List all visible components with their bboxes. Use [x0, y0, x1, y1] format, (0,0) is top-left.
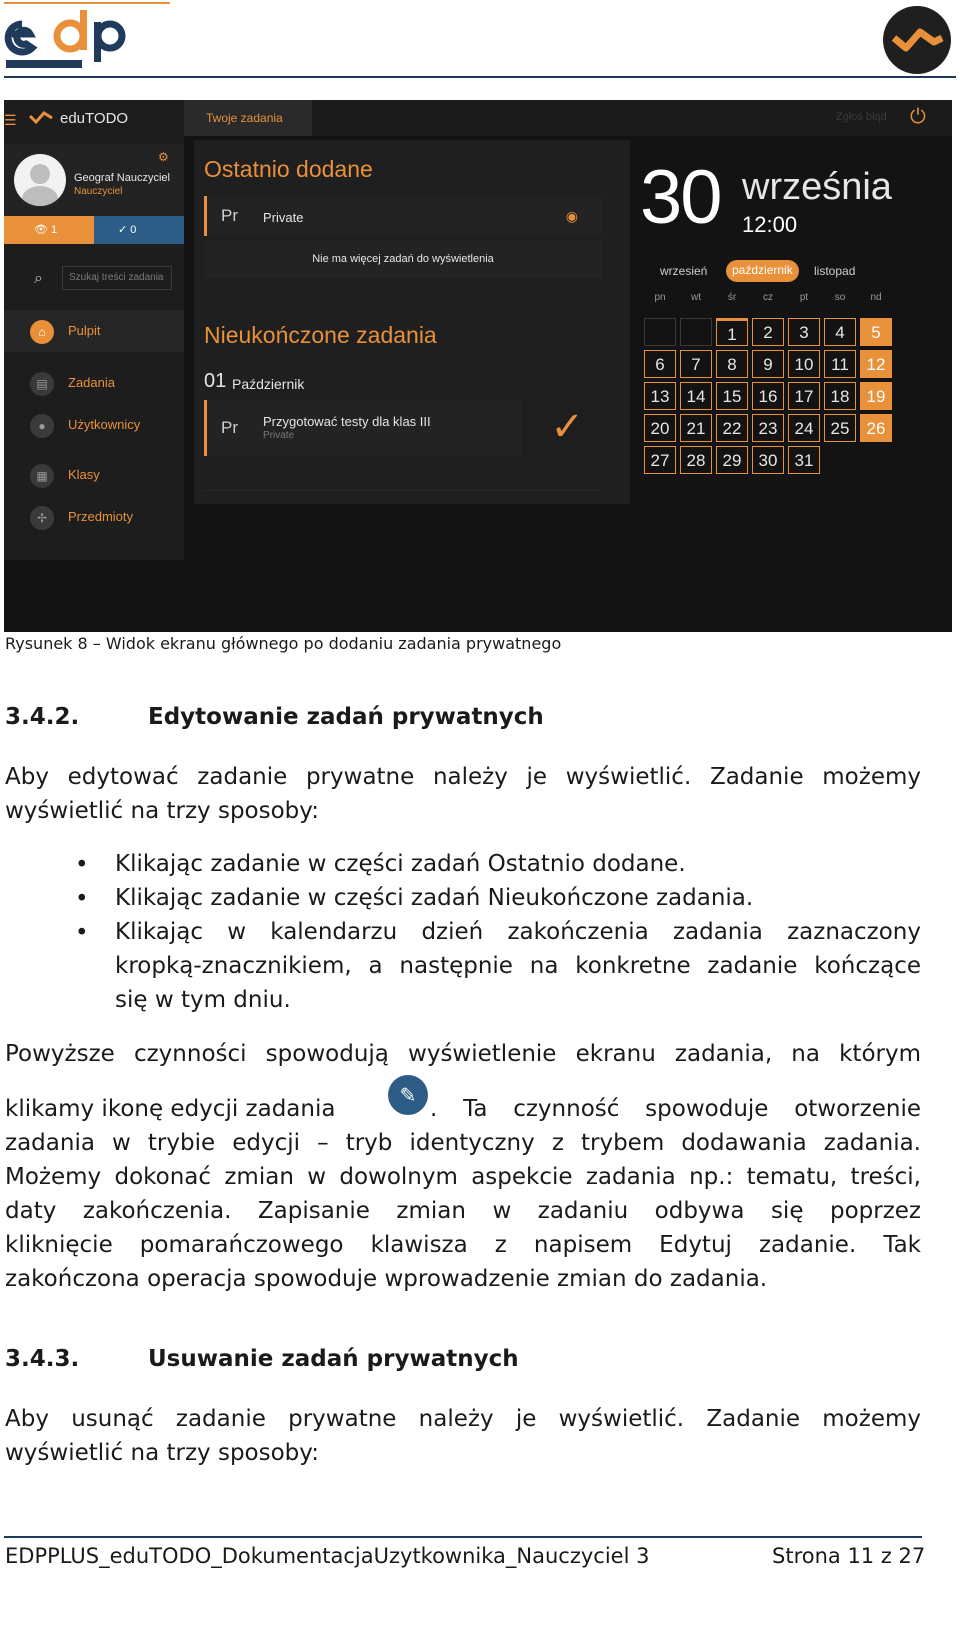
task-subtitle: Private	[263, 430, 295, 441]
calendar	[634, 140, 952, 560]
task-text: Private	[263, 210, 304, 225]
section-number: 3.4.3.	[5, 1346, 80, 1372]
calendar-day[interactable]: 9	[752, 350, 784, 378]
eye-icon[interactable]: ◉	[565, 208, 578, 224]
no-more-tasks: Nie ma więcej zadań do wyświetlenia	[204, 240, 602, 278]
users-icon: ●	[30, 414, 54, 438]
calendar-day[interactable]: 11	[824, 350, 856, 378]
done-tasks-badge[interactable]	[94, 216, 184, 244]
month-switcher	[660, 260, 920, 282]
footer-document-name: EDPPLUS_eduTODO_DokumentacjaUzytkownika_Nauczyciel 3	[5, 1544, 650, 1568]
section-title: Edytowanie zadań prywatnych	[148, 704, 544, 730]
brand-name: eduTODO	[60, 110, 129, 127]
current-time: 12:00	[742, 212, 798, 237]
list-item: Klikając w kalendarzu dzień zakończenia zadania zaznaczony	[115, 919, 921, 945]
calendar-day[interactable]: 31	[788, 446, 820, 474]
recent-task-row[interactable]	[204, 196, 602, 236]
done-count: 0	[130, 224, 137, 236]
tab-your-tasks[interactable]: Twoje zadania	[184, 100, 312, 136]
calendar-day[interactable]: 7	[680, 350, 712, 378]
list-item: Klikając zadanie w części zadań Ostatnio dodane.	[115, 851, 686, 877]
header-divider	[4, 76, 956, 78]
brand-icon	[28, 110, 54, 129]
weekday-label: cz	[763, 292, 773, 303]
calendar-empty-cell	[644, 318, 676, 346]
calendar-day[interactable]: 21	[680, 414, 712, 442]
calendar-day[interactable]: 29	[716, 446, 748, 474]
user-profile	[4, 144, 184, 226]
paragraph-line: wyświetlić na trzy sposoby:	[5, 1440, 319, 1466]
calendar-day[interactable]: 13	[644, 382, 676, 410]
paragraph-line: Aby usunąć zadanie prywatne należy je wyświetlić. Zadanie możemy	[5, 1406, 921, 1432]
weekday-label: pn	[654, 292, 666, 303]
bullet-icon: •	[75, 886, 89, 912]
sidebar-item-label: Użytkownicy	[68, 417, 141, 432]
bullet-icon: •	[75, 852, 89, 878]
visible-tasks-badge[interactable]	[4, 216, 94, 244]
calendar-day[interactable]: 19	[860, 382, 892, 410]
section-number: 3.4.2.	[5, 704, 80, 730]
list-item-cont: kropką-znacznikiem, a następnie na konkretne zadanie kończące	[115, 953, 921, 979]
weekday-label: nd	[870, 292, 882, 303]
report-bug-link[interactable]: Zgłoś błąd	[836, 111, 887, 123]
current-day: 30	[640, 155, 721, 240]
clipboard-icon: ▤	[30, 372, 54, 396]
weekday-label: so	[834, 292, 846, 303]
subjects-icon: ✢	[30, 506, 54, 530]
task-title: Przygotować testy dla klas III	[263, 414, 431, 429]
weekday-label: śr	[727, 292, 737, 303]
calendar-day[interactable]: 1	[716, 318, 748, 346]
section-heading-edit	[5, 704, 921, 734]
paragraph-line: wyświetlić na trzy sposoby:	[5, 798, 319, 824]
calendar-day[interactable]: 20	[644, 414, 676, 442]
check-icon: ✓	[118, 224, 131, 236]
task-type: Pr	[221, 418, 238, 437]
calendar-grid	[644, 318, 904, 488]
calendar-day[interactable]: 3	[788, 318, 820, 346]
complete-button[interactable]	[522, 400, 602, 456]
sidebar-item-uzytkownicy[interactable]	[4, 404, 184, 446]
calendar-day[interactable]: 15	[716, 382, 748, 410]
sidebar-item-klasy[interactable]	[4, 454, 184, 496]
group-month: Październik	[232, 376, 305, 392]
calendar-day[interactable]: 26	[860, 414, 892, 442]
paragraph-line: daty zakończenia. Zapisanie zmian w zadaniu odbywa się poprzez	[5, 1198, 921, 1224]
sidebar-item-pulpit[interactable]	[4, 310, 184, 352]
paragraph-line: klikamy ikonę edycji zadania	[5, 1096, 336, 1122]
calendar-day[interactable]: 25	[824, 414, 856, 442]
paragraph-line: . Ta czynność spowoduje otworzenie	[430, 1096, 921, 1122]
calendar-day[interactable]: 6	[644, 350, 676, 378]
power-icon[interactable]: ⏻	[910, 106, 926, 128]
section-heading-delete	[5, 1346, 921, 1376]
paragraph-line: Powyższe czynności spowodują wyświetlenie ekranu zadania, na którym	[5, 1041, 921, 1067]
sidebar-item-przedmioty[interactable]	[4, 496, 184, 538]
eye-icon: 👁	[34, 224, 52, 236]
unfinished-task-row[interactable]	[204, 400, 602, 456]
search-input[interactable]: Szukaj treści zadania	[62, 266, 172, 290]
calendar-day[interactable]: 24	[788, 414, 820, 442]
paragraph-line: zakończona operacja spowoduje wprowadzenie zmian do zadania.	[5, 1266, 768, 1292]
gear-icon[interactable]: ⚙	[158, 150, 169, 164]
tasks-panel	[194, 140, 630, 504]
calendar-day[interactable]: 17	[788, 382, 820, 410]
prev-month[interactable]: wrzesień	[660, 264, 708, 278]
weekday-header	[644, 292, 894, 306]
calendar-day[interactable]: 27	[644, 446, 676, 474]
footer-divider	[4, 1536, 922, 1538]
task-type: Pr	[221, 206, 238, 225]
calendar-day[interactable]: 28	[680, 446, 712, 474]
calendar-empty-cell	[680, 318, 712, 346]
page-number: Strona 11 z 27	[772, 1544, 926, 1568]
weekday-label: pt	[799, 292, 809, 303]
paragraph-line: kliknięcie pomarańczowego klawisza z napisem Edytuj zadanie. Tak	[5, 1232, 921, 1258]
list-item-cont: się w tym dniu.	[115, 987, 291, 1013]
unfinished-title: Nieukończone zadania	[204, 322, 437, 348]
calendar-day[interactable]: 10	[788, 350, 820, 378]
divider	[204, 490, 602, 491]
grid-icon: ▦	[30, 464, 54, 488]
user-role: Nauczyciel	[74, 186, 123, 197]
calendar-day[interactable]: 18	[824, 382, 856, 410]
user-name: Geograf Nauczyciel	[74, 172, 170, 184]
search-icon: ⌕	[34, 270, 43, 287]
calendar-day[interactable]: 23	[752, 414, 784, 442]
group-day: 01	[204, 370, 227, 392]
checkmark-icon: ✓	[550, 405, 584, 449]
home-icon: ⌂	[30, 320, 54, 344]
calendar-day[interactable]: 14	[680, 382, 712, 410]
figure-caption: Rysunek 8 – Widok ekranu głównego po dodaniu zadania prywatnego	[5, 634, 562, 653]
calendar-day[interactable]: 8	[716, 350, 748, 378]
edutodo-badge-icon	[880, 4, 954, 76]
paragraph-line: Możemy dokonać zmian w dowolnym aspekcie zadania np.: tematu, treści,	[5, 1164, 921, 1190]
app-screenshot	[4, 100, 952, 632]
recent-title: Ostatnio dodane	[204, 156, 373, 182]
section-title: Usuwanie zadań prywatnych	[148, 1346, 519, 1372]
calendar-day[interactable]: 4	[824, 318, 856, 346]
calendar-day[interactable]: 5	[860, 318, 892, 346]
search-area	[4, 254, 184, 302]
selected-month[interactable]: październik	[726, 260, 799, 282]
sidebar-item-label: Zadania	[68, 375, 115, 390]
calendar-day[interactable]: 22	[716, 414, 748, 442]
weekday-label: wt	[691, 292, 701, 303]
sidebar-item-label: Klasy	[68, 467, 100, 482]
avatar	[14, 154, 66, 206]
next-month[interactable]: listopad	[814, 264, 856, 278]
calendar-day[interactable]: 16	[752, 382, 784, 410]
edp-logo	[4, 4, 134, 70]
sidebar-item-zadania[interactable]	[4, 362, 184, 404]
sidebar-item-label: Pulpit	[68, 323, 101, 338]
sidebar-item-label: Przedmioty	[68, 509, 134, 524]
list-item: Klikając zadanie w części zadań Nieukończone zadania.	[115, 885, 754, 911]
calendar-day[interactable]: 2	[752, 318, 784, 346]
calendar-day[interactable]: 12	[860, 350, 892, 378]
calendar-day[interactable]: 30	[752, 446, 784, 474]
paragraph-line: Aby edytować zadanie prywatne należy je wyświetlić. Zadanie możemy	[5, 764, 921, 790]
bullet-icon: •	[75, 920, 89, 946]
visible-count: 1	[51, 224, 58, 236]
current-month: września	[742, 166, 892, 208]
pencil-icon: ✎	[388, 1075, 428, 1115]
hamburger-icon[interactable]: ☰	[4, 112, 17, 128]
paragraph-line: zadania w trybie edycji – tryb identyczny z trybem dodawania zadania.	[5, 1130, 921, 1156]
